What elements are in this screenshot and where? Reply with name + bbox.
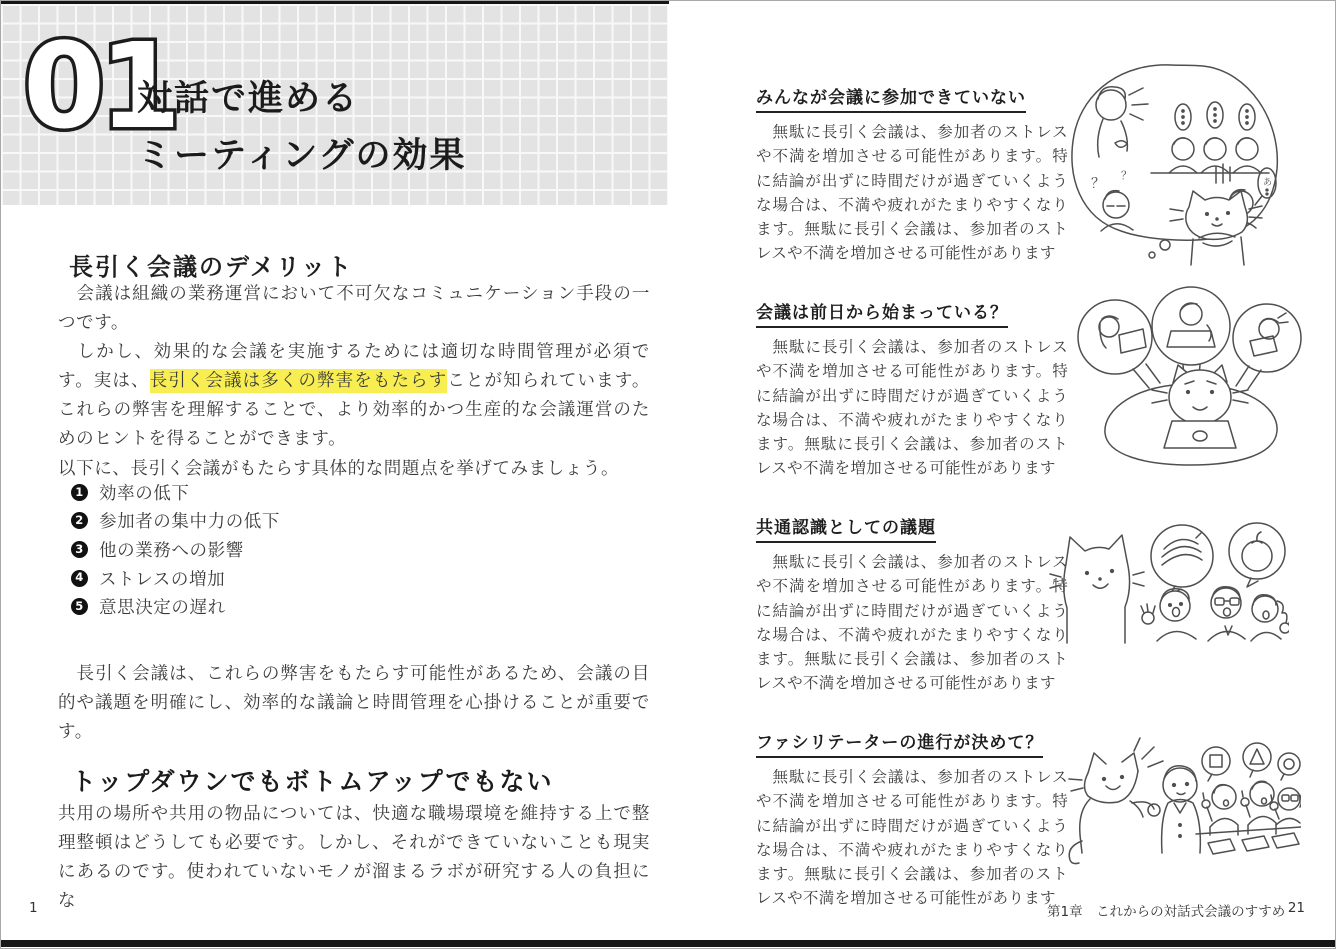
- section-heading-topdown: トップダウンでもボトムアップでもない: [71, 766, 554, 796]
- right-section-3-heading: 共通認識としての議題: [756, 513, 936, 543]
- illustration-silent-meeting: [1059, 55, 1291, 267]
- illustration-facilitator: [1046, 733, 1301, 868]
- circled-number-icon: 4: [71, 570, 88, 587]
- right-section-4-body: 無駄に長引く会議は、参加者のストレスや不満を増加させる可能性があります。特に結論が出ずに時間だけが過ぎていくような場合は、不満や疲れがたまりやすくなります。無駄に長引く会議は、参加者のストレスや不満を増加させる可能性があります: [756, 768, 1068, 908]
- circle-bubble-icon: [1278, 753, 1300, 780]
- right-section-2-body: 無駄に長引く会議は、参加者のストレスや不満を増加させる可能性があります。特に結論が出ずに時間だけが過ぎていくような場合は、不満や疲れがたまりやすくなります。無駄に長引く会議は、参加者のストレスや不満を増加させる可能性があります: [756, 338, 1068, 478]
- footer-right: [1047, 900, 1305, 920]
- ponytail: [1277, 601, 1287, 623]
- circled-number-icon: 1: [71, 484, 88, 501]
- paragraph-topdown: 共用の場所や共用の物品については、快適な職場環境を維持する上で整理整頓はどうしても必要です。しかし、それができていないことも現実にあるのです。使われていないモノが溜まるラボが研究する人の負担にな: [58, 803, 650, 912]
- list-item: [71, 564, 280, 593]
- list-item-label: 効率の低下: [99, 483, 190, 504]
- member-bubble: [1078, 300, 1152, 374]
- thumbs-up-icon: [1270, 802, 1278, 810]
- circled-number-icon: 5: [71, 598, 88, 615]
- thought-dot: [1160, 240, 1170, 250]
- right-section-1-body: 無駄に長引く会議は、参加者のストレスや不満を増加させる可能性があります。特に結論が出ずに時間だけが過ぎていくような場合は、不満や疲れがたまりやすくなります。無駄に長引く会議は、参加者のストレスや不満を増加させる可能性があります: [756, 123, 1068, 263]
- paper-icon: [1208, 839, 1235, 854]
- list-item-label: 参加者の集中力の低下: [99, 512, 280, 533]
- paper-icon: [1272, 833, 1299, 848]
- paragraph-highlighted: [58, 338, 650, 455]
- laptop-icon: [1164, 421, 1236, 448]
- apple-bubble-icon: [1229, 523, 1285, 587]
- paragraph-highlighted-before: しかし、効果的な会議を実施するためには適切な時間管理が必須です。実は、: [58, 341, 650, 391]
- right-section-1-heading: みんなが会議に参加できていない: [756, 83, 1026, 113]
- chapter-number: 01: [23, 17, 176, 155]
- demerit-list: [71, 478, 280, 621]
- emphasis-lines-icon: [1134, 738, 1163, 767]
- illustration-remote-prep: [1073, 285, 1311, 467]
- question-mark: ？: [1121, 169, 1132, 182]
- list-item-label: 他の業務への影響: [99, 540, 244, 561]
- paragraph-highlighted-after: ことが知られています。これらの弊害を理解することで、より効率的かつ生産的な会議運営のためのヒントを得ることができます。: [58, 370, 650, 450]
- right-section-4-heading: ファシリテーターの進行が決めて？: [756, 728, 1043, 758]
- whiskers-icon: [1069, 779, 1083, 791]
- page-number-right: 21: [1287, 900, 1305, 916]
- right-section-3: [756, 513, 1068, 696]
- list-item-label: 意思決定の遅れ: [99, 598, 226, 619]
- triangle-bubble-icon: [1243, 743, 1271, 777]
- talking-person: [1251, 595, 1289, 641]
- member-bubble: [1152, 287, 1230, 365]
- cat-icon: [1050, 535, 1144, 643]
- list-item: [71, 478, 280, 507]
- square-bubble-icon: [1202, 747, 1230, 781]
- thumbs-up-icon: [1202, 800, 1210, 808]
- right-section-2-heading: 会議は前日から始まっている？: [756, 298, 1008, 328]
- section-heading-demerit: 長引く会議のデメリット: [69, 252, 354, 281]
- waving-hand-icon: [1280, 623, 1289, 633]
- thumbs-up-icon: [1241, 798, 1249, 806]
- footer-chapter-label: 第1章 これからの対話式会議のすすめ: [1047, 904, 1286, 920]
- illustration-shared-agenda: [1049, 511, 1289, 651]
- paragraph-intro: 会議は組織の業務運営において不可欠なコミュニケーション手段の一つです。: [58, 283, 650, 333]
- talking-person: [1208, 587, 1245, 641]
- cat-tail: [1069, 841, 1082, 864]
- paragraph-lead-in: 以下に、長引く会議がもたらす具体的な問題点を挙げてみましょう。: [58, 458, 620, 479]
- circled-number-icon: 2: [71, 512, 88, 529]
- waving-hand-icon: [1142, 612, 1154, 624]
- cat-icon: [1069, 738, 1163, 864]
- chapter-title-line2: ミーティングの効果: [137, 136, 467, 176]
- right-section-4: [756, 728, 1068, 911]
- paragraph-conclusion: 長引く会議は、これらの弊害をもたらす可能性があるため、会議の目的や議題を明確にし、効率的な議論と時間管理を心掛けることが重要です。: [58, 663, 650, 742]
- chapter-title-line1: 対話で進める: [137, 79, 360, 119]
- bottom-edge-bar: [1, 940, 1335, 947]
- thought-dot: [1149, 252, 1155, 258]
- necktie-icon: [1225, 626, 1232, 635]
- chapter-title: [137, 71, 467, 185]
- page-number-left: 1: [29, 900, 38, 916]
- circled-number-icon: 3: [71, 541, 88, 558]
- paper-icon: [1242, 836, 1269, 851]
- list-item: [71, 592, 280, 621]
- list-item: [71, 507, 280, 536]
- right-section-1: [756, 83, 1068, 266]
- highlighted-text: 長引く会議は多くの弊害をもたらす: [149, 370, 448, 391]
- right-section-2: [756, 298, 1068, 481]
- list-item: [71, 535, 280, 564]
- raised-paw-icon: [1148, 804, 1160, 816]
- banana-bubble-icon: [1151, 525, 1213, 595]
- talking-person: [1141, 589, 1196, 641]
- question-mark: ？: [1091, 176, 1105, 192]
- facilitator-person: [1162, 766, 1201, 853]
- mutter-text: あ: [1263, 178, 1273, 188]
- right-section-3-body: 無駄に長引く会議は、参加者のストレスや不満を増加させる可能性があります。特に結論が出ずに時間だけが過ぎていくような場合は、不満や疲れがたまりやすくなります。無駄に長引く会議は、参加者のストレスや不満を増加させる可能性があります: [756, 553, 1068, 693]
- voting-person: [1202, 785, 1238, 835]
- list-item-label: ストレスの増加: [99, 569, 226, 590]
